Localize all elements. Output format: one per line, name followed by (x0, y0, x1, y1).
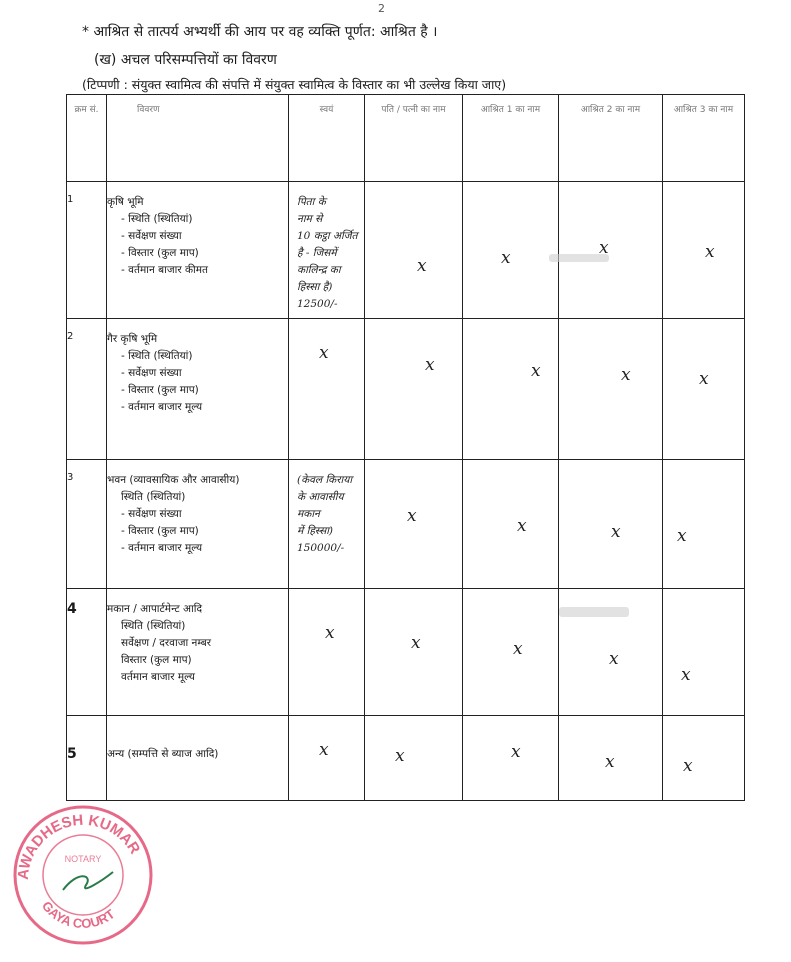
cross-mark-cell: x (365, 182, 463, 319)
cross-mark-cell: x (559, 716, 663, 801)
description-cell: कृषि भूमि - स्थिति (स्थितियां) - सर्वेक्षण संख्या - विस्तार (कुल माप) - वर्तमान बाजार कीमत (107, 182, 289, 319)
cross-mark-cell: x (289, 319, 365, 460)
serial-number: 5 (67, 716, 107, 801)
dependent-note: * आश्रित से तात्पर्य अभ्यर्थी की आय पर वह व्यक्ति पूर्णत: आश्रित है । (82, 24, 438, 40)
svg-text:NOTARY: NOTARY (64, 854, 102, 864)
cross-mark-cell: x (663, 716, 745, 801)
cross-mark-cell: x (663, 182, 745, 319)
svg-text:GAYA COURT: GAYA COURT (38, 898, 118, 932)
cross-mark-cell: x (663, 589, 745, 716)
cross-mark-cell: x (559, 182, 663, 319)
section-heading: (ख) अचल परिसम्पत्तियों का विवरण (94, 52, 277, 68)
col-spouse: पति / पत्नी का नाम (365, 95, 463, 182)
description-cell: अन्य (सम्पत्ति से ब्याज आदि) (107, 716, 289, 801)
cross-mark-cell: x (559, 589, 663, 716)
table-row (67, 589, 745, 716)
col-description: विवरण (107, 95, 289, 182)
serial-number: 3 (67, 460, 107, 589)
col-dependent-2: आश्रित 2 का नाम (559, 95, 663, 182)
cross-mark-cell: x (559, 460, 663, 589)
col-self: स्वयं (289, 95, 365, 182)
cross-mark-cell: x (289, 716, 365, 801)
cross-mark-cell: x (463, 589, 559, 716)
cross-mark-cell: x (463, 319, 559, 460)
table-row (67, 182, 745, 319)
cross-mark-cell: x (663, 319, 745, 460)
self-handwritten-cell: (केवल किराया के आवासीय मकान में हिस्सा) 150000/- (289, 460, 365, 589)
table-row (67, 716, 745, 801)
description-cell: मकान / आपार्टमेन्ट आदि स्थिति (स्थितियां) सर्वेक्षण / दरवाजा नम्बर विस्तार (कुल माप) वर्तमान बाजार मूल्य (107, 589, 289, 716)
table-row (67, 319, 745, 460)
cross-mark-cell: x (663, 460, 745, 589)
cross-mark-cell: x (463, 716, 559, 801)
notary-seal-stamp (8, 800, 158, 950)
cross-mark-cell: x (463, 460, 559, 589)
serial-number: 1 (67, 182, 107, 319)
serial-number: 2 (67, 319, 107, 460)
cross-mark-cell: x (365, 319, 463, 460)
cross-mark-cell: x (289, 589, 365, 716)
self-handwritten-cell: पिता के नाम से 10 कट्ठा अर्जित है - जिसमें कालिन्द्र का हिस्सा है) 12500/- (289, 182, 365, 319)
cross-mark-cell: x (365, 716, 463, 801)
immovable-assets-table (66, 94, 745, 801)
col-dependent-1: आश्रित 1 का नाम (463, 95, 559, 182)
svg-text:AWADHESH KUMAR: AWADHESH KUMAR (14, 811, 144, 881)
cross-mark-cell: x (463, 182, 559, 319)
serial-number: 4 (67, 589, 107, 716)
col-dependent-3: आश्रित 3 का नाम (663, 95, 745, 182)
description-cell: गैर कृषि भूमि - स्थिति (स्थितियां) - सर्वेक्षण संख्या - विस्तार (कुल माप) - वर्तमान बाजार मूल्य (107, 319, 289, 460)
table-row (67, 460, 745, 589)
page-number: 2 (378, 2, 385, 15)
cross-mark-cell: x (365, 589, 463, 716)
joint-ownership-note: (टिप्पणी : संयुक्त स्वामित्व की संपत्ति में संयुक्त स्वामित्व के विस्तार का भी उल्लेख किया जाए) (82, 77, 507, 92)
cross-mark-cell: x (559, 319, 663, 460)
col-serial: क्रम सं. (67, 95, 107, 182)
cross-mark-cell: x (365, 460, 463, 589)
table-header-row (67, 95, 745, 182)
description-cell: भवन (व्यावसायिक और आवासीय) स्थिति (स्थितियां) - सर्वेक्षण संख्या - विस्तार (कुल माप) - वर्तमान बाजार मूल्य (107, 460, 289, 589)
